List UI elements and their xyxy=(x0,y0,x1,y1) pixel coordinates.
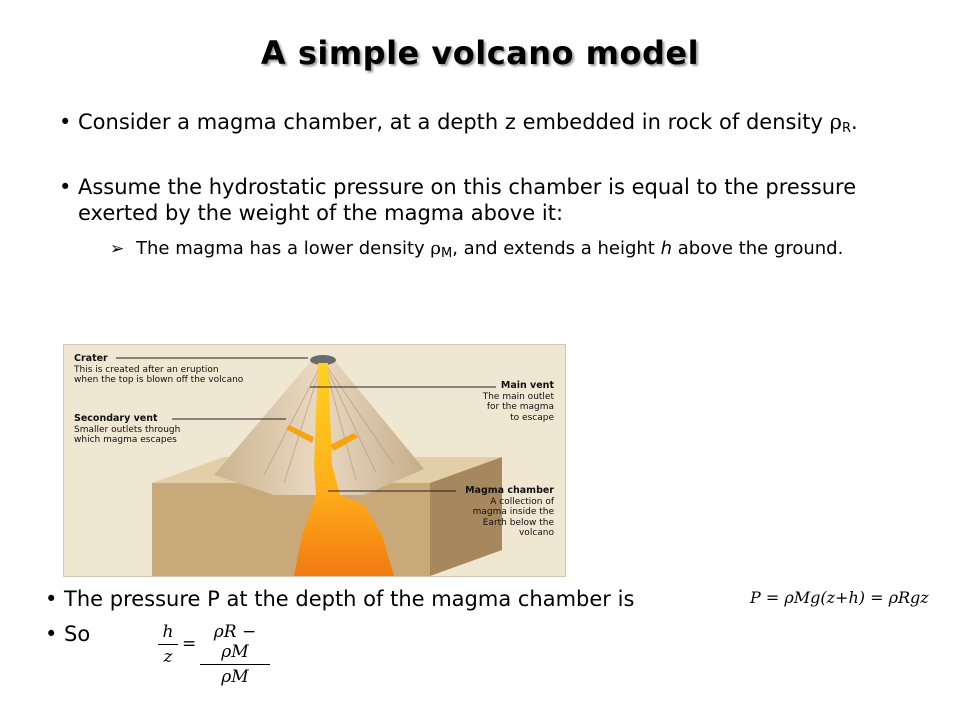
bullet-so xyxy=(45,621,144,647)
main-vent-title: Main vent xyxy=(500,380,554,391)
secondary-vent-text: which magma escapes xyxy=(74,435,177,445)
bullet-magma-chamber xyxy=(59,109,878,136)
magma-chamber-title: Magma chamber xyxy=(465,485,554,496)
secondary-vent-text: Smaller outlets through xyxy=(74,424,181,435)
ratio-lhs-numerator: h xyxy=(162,622,174,642)
sub-bullet-text: above the ground. xyxy=(672,238,844,259)
secondary-vent-title: Secondary vent xyxy=(74,413,158,424)
bullet-text: Consider a magma chamber, at a depth z embedded in rock of density xyxy=(78,110,830,134)
main-vent-text: for the magma xyxy=(486,402,554,412)
ratio-lhs xyxy=(158,622,178,667)
sub-bullet-text: The magma has a lower density xyxy=(136,238,431,259)
ratio-rhs-denominator: ρM xyxy=(221,667,249,687)
ratio-lhs-denominator: z xyxy=(163,647,173,667)
bullet-dot: • xyxy=(45,587,58,611)
arrow-bullet-icon: ➢ xyxy=(110,239,125,259)
bullet-dot: • xyxy=(59,175,72,199)
secondary-vent-label xyxy=(74,414,180,446)
rho-symbol: ρ xyxy=(430,238,442,259)
pressure-equation-text: P = ρMg(z+h) = ρRgz xyxy=(750,588,929,607)
ratio-rhs-numerator: ρR − ρM xyxy=(213,622,257,662)
magma-chamber-text: Earth below the xyxy=(482,517,554,528)
bullet-suffix: . xyxy=(851,110,858,134)
crater-text: when the top is blown off the volcano xyxy=(74,375,244,385)
magma-chamber-text: volcano xyxy=(518,528,554,538)
subscript: R xyxy=(841,121,852,136)
main-vent-label xyxy=(483,381,554,423)
sub-bullet-text: , and extends a height xyxy=(452,238,661,259)
crater-title: Crater xyxy=(74,353,108,364)
height-variable: h xyxy=(660,238,673,259)
magma-chamber-label xyxy=(465,486,554,539)
slide-title: A simple volcano model xyxy=(260,34,700,72)
rho-symbol: ρ xyxy=(829,110,842,134)
crater-text: This is created after an eruption xyxy=(74,364,219,375)
sub-bullet-density xyxy=(110,237,876,261)
crater-label xyxy=(74,354,243,386)
subscript: M xyxy=(441,246,453,261)
bullet-hydrostatic xyxy=(59,174,878,226)
main-vent-text: The main outlet xyxy=(482,391,554,402)
bullet-text: Assume the hydrostatic pressure on this chamber is equal to the pressure exerted by the weight of the magma above it: xyxy=(78,175,857,225)
fraction-bar xyxy=(158,644,178,645)
fraction-bar xyxy=(200,664,270,665)
bullet-dot: • xyxy=(45,622,58,646)
volcano-diagram xyxy=(63,344,566,577)
pressure-equation xyxy=(750,588,929,607)
bullet-text: The pressure P at the depth of the magma chamber is xyxy=(64,587,635,611)
bullet-dot: • xyxy=(59,110,72,134)
magma-chamber-text: A collection of xyxy=(490,496,554,507)
magma-chamber-text: magma inside the xyxy=(472,507,554,517)
main-vent-text: to escape xyxy=(510,412,554,423)
equals-sign: = xyxy=(182,634,197,654)
bullet-text: So xyxy=(64,622,91,646)
ratio-rhs xyxy=(200,622,270,687)
bullet-pressure xyxy=(45,586,784,612)
